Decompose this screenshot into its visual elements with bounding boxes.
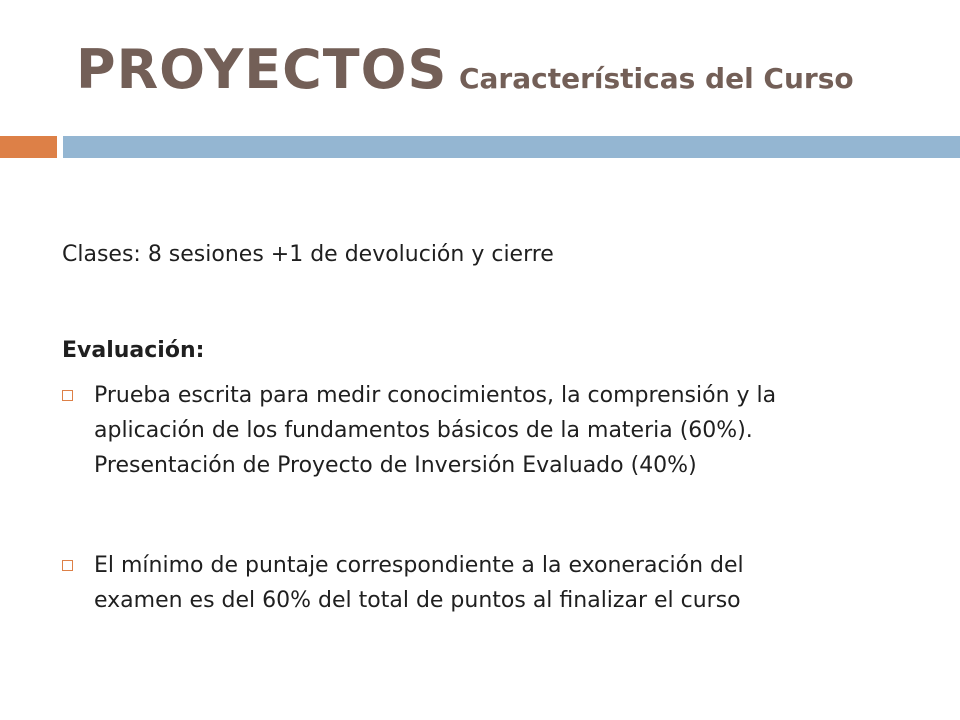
accent-bar-orange xyxy=(0,136,57,158)
bullet-text xyxy=(94,548,862,618)
bullet-item xyxy=(62,548,862,618)
title-main: PROYECTOS xyxy=(76,38,448,101)
bullet-line: El mínimo de puntaje correspondiente a la exoneración del xyxy=(94,553,744,578)
accent-bar-blue xyxy=(63,136,960,158)
bullet-item xyxy=(62,378,862,483)
clases-text: Clases: 8 sesiones +1 de devolución y cierre xyxy=(62,242,554,267)
square-bullet-icon xyxy=(62,560,73,571)
bullet-line: Prueba escrita para medir conocimientos, la comprensión y la xyxy=(94,383,777,408)
bullet-line: aplicación de los fundamentos básicos de la materia (60%). xyxy=(94,418,753,443)
bullet-line: Presentación de Proyecto de Inversión Evaluado (40%) xyxy=(94,453,697,478)
title-subtitle: Características del Curso xyxy=(458,62,854,95)
bullet-text xyxy=(94,378,862,483)
slide-title xyxy=(76,38,854,101)
bullet-line: examen es del 60% del total de puntos al finalizar el curso xyxy=(94,588,741,613)
evaluacion-heading: Evaluación: xyxy=(62,338,205,363)
square-bullet-icon xyxy=(62,390,73,401)
